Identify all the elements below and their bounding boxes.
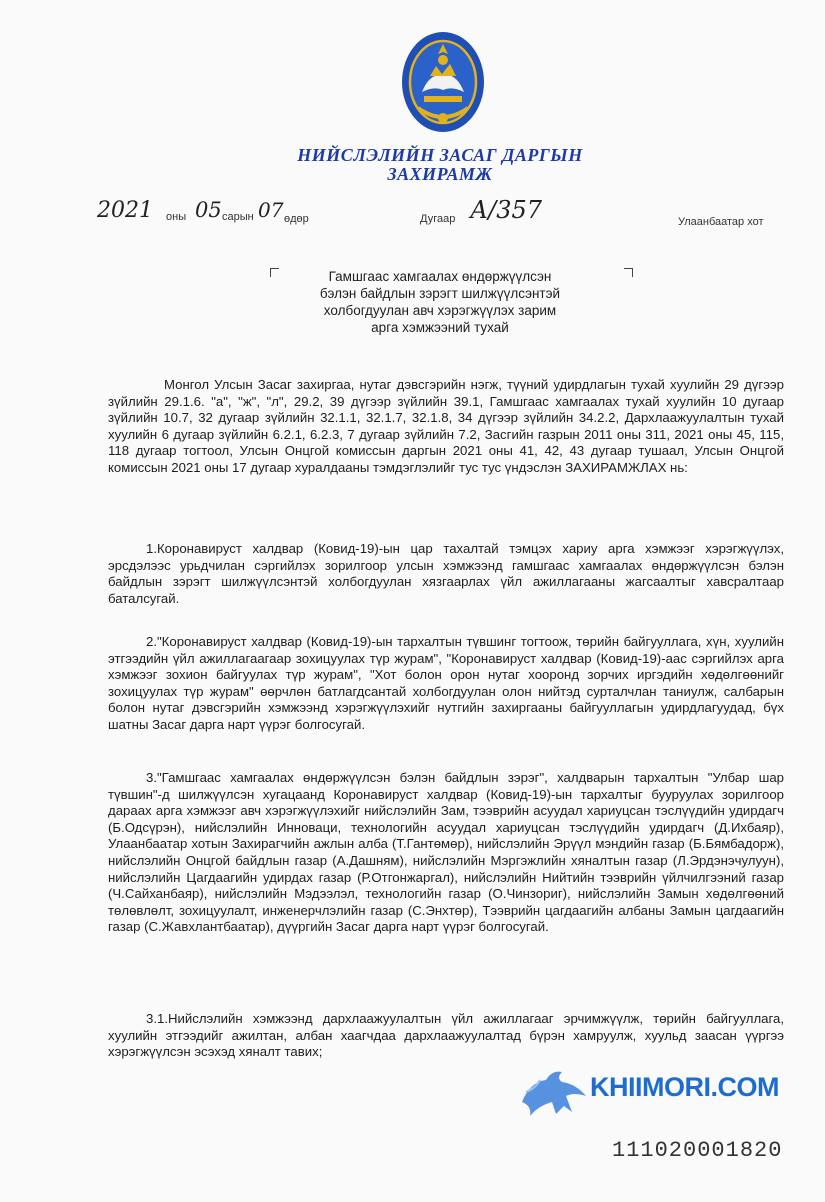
paragraph-1 — [108, 541, 784, 607]
number-handwritten: А/357 — [470, 196, 543, 224]
month-label: сарын — [222, 211, 254, 223]
day-handwritten: 07 — [258, 198, 284, 222]
subject-line: бэлэн байдлын зэрэгт шилжүүлсэнтэй — [319, 286, 561, 301]
subject-line: холбогдуулан авч хэрэгжүүлэх зарим — [323, 303, 557, 318]
paragraph-3-text: 3."Гамшгаас хамгаалах өндөржүүлсэн бэлэн байдлын зэрэг", халдварын тархалтын "Улбар шар түвшин"-д шилжүүлсэн хугацаанд Коронавируст халдвар (Ковид-19)-ын тархалтыг бууруулах зорилгоор дараах арга хэмжээг авч хэрэгжүүлэхийг нийслэлийн Зам, тээврийн асуудал хариуцсан тэслүүдийн удирдагч (Б.Одсүрэн), нийслэлийн Инноваци, технологийн асуудал хариуцсан тэслүүдийн удирдагч (Д.Ихбаяр), Улаанбаатар хотын Захирагчийн ажлын алба (Т.Гантөмөр), нийслэлийн Эрүүл мэндийн газар (Б.Бямбадорж), нийслэлийн Онцгой байдлын газар (А.Дашням), нийслэлийн Мэргэжлийн хяналтын газар (Л.Эрдэнэчулуун), нийслэлийн Цагдаагийн удирдах газар (Р.Отгонжаргал), нийслэлийн Нийтийн тээврийн үйлчилгээний газар (Ч.Сайханбаяр), нийслэлийн Мэдээлэл, технологийн газар (О.Чинзориг), нийслэлийн Замын хөдөлгөөний төлөвлөлт, зохицуулалт, инженерчлэлийн газар (С.Энхтөр), Тээврийн цагдаагийн албаны Замын цагдаагийн газар (С.Жавхлантбаатар), дүүргийн Засаг дарга нарт үүрэг болгосугай. — [108, 770, 784, 935]
horse-logo-icon — [516, 1062, 596, 1118]
paragraph-3-1-text: 3.1.Нийслэлийн хэмжээнд дархлаажуулалтын үйл ажиллагааг эрчимжүүлж, төрийн байгууллага, хуулийн этгээдийг ажилтан, албан хаагчдаа дархлаажуулалтад бүрэн хамруулж, хуульд заасан үүргээ хэрэгжүүлсэн эсэхэд хяналт тавих; — [108, 1011, 784, 1060]
state-emblem-icon — [400, 30, 486, 135]
subject-block — [260, 268, 620, 336]
intro-text: Монгол Улсын Засаг захиргаа, нутаг дэвсгэрийн нэгж, түүний удирдлагын тухай хуулийн 29 дүгээр зүйлийн 29.1.6. "а", "ж", "л", 29.2, 39 дүгээр зүйлийн 39.1, Гамшгаас хамгаалах тухай хуулийн 10 дугаар зүйлийн 10.7, 32 дугаар зүйлийн 32.1.1, 32.1.7, 32.1.8, 34 дүгээр зүйлийн 34.2.2, Дархлаажуулалтын тухай хуулийн 6 дугаар зүйлийн 6.2.1, 6.2.3, 7 дугаар зүйлийн 7.2, Засгийн газрын 2011 оны 311, 2021 оны 45, 115, 118 дугаар тогтоол, Улсын Онцгой комиссын даргын 2021 оны 41, 42, 43 дугаар тушаал, Улсын Онцгой комиссын 2021 оны 17 дугаар хуралдааны тэмдэглэлийг тус тус үндэслэн ЗАХИРАМЖЛАХ нь: — [108, 377, 784, 475]
intro-paragraph — [108, 377, 784, 477]
paragraph-2-text: 2."Коронавируст халдвар (Ковид-19)-ын тархалтын түвшинг тогтоож, төрийн байгууллага, хүн, хуулийн этгээдийн үйл ажиллагаагаар зохицуулах түр журам", "Коронавируст халдвар (Ковид-19)-аас сэргийлэх арга хэмжээг зохион байгуулах түр журам", "Хот болон орон нутаг хооронд зорчих иргэдийн хөдөлгөөнийг зохицуулах түр журам" өөрчлөн батлагдсантай холбогдуулан олон нийтэд сурталчлан таниулж, салбарын болон нутаг дэвсгэрийн хэмжээнд хэрэгжүүлэхийг нутгийн захиргааны байгууллагын удирдлагуудад, бүх шатны Засаг дарга нарт үүрэг болгосугай. — [108, 634, 784, 732]
month-handwritten: 05 — [195, 198, 222, 222]
day-label: өдөр — [284, 213, 309, 225]
subject-line: арга хэмжээний тухай — [371, 320, 509, 335]
year-handwritten: 2021 — [97, 198, 153, 223]
document-serial-number: 111020001820 — [612, 1138, 783, 1163]
subject-corner-right — [624, 268, 633, 277]
paragraph-3-1 — [108, 1011, 784, 1061]
watermark-text: KHIIMORI.COM — [590, 1072, 779, 1102]
paragraph-3 — [108, 770, 784, 936]
number-label: Дугаар — [420, 213, 456, 225]
city-label: Улаанбаатар хот — [678, 216, 764, 228]
subject-line: Гамшгаас хамгаалах өндөржүүлсэн — [328, 269, 552, 284]
year-label: оны — [166, 211, 187, 223]
org-title: НИЙСЛЭЛИЙН ЗАСАГ ДАРГЫН — [297, 145, 583, 165]
paragraph-1-text: 1.Коронавируст халдвар (Ковид-19)-ын цар тахалтай тэмцэх хариу арга хэмжээг хэрэгжүүлэх, эрсдэлээс урьдчилан сэргийлэх зорилгоор улсын хэмжээнд гамшгаас хамгаалах өндөржүүлсэн бэлэн байдлын зэрэгт шилжүүлсэнтэй холбогдуулан хязгаарлах үйл ажиллагааны жагсаалтыг хавсралтаар баталсугай. — [108, 541, 784, 606]
doc-type-title: ЗАХИРАМЖ — [387, 164, 493, 184]
paragraph-2 — [108, 634, 784, 734]
